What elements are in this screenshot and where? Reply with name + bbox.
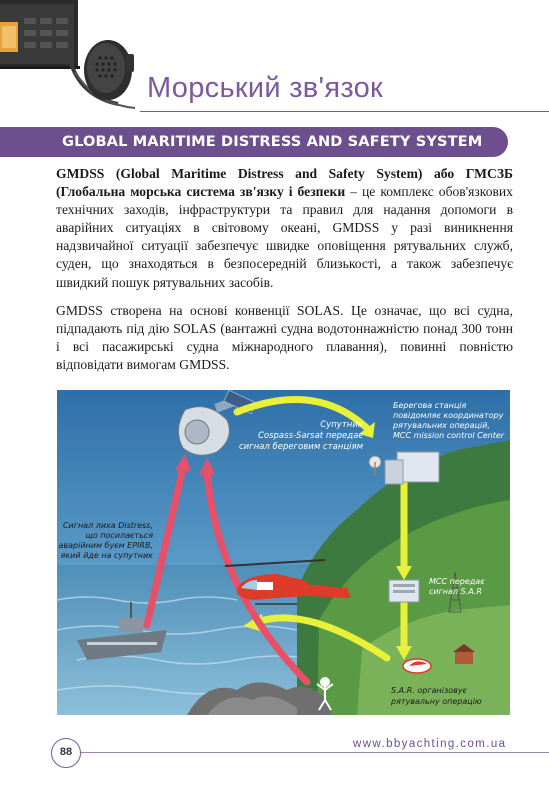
shore-station-caption-line: MCC mission control Center <box>393 431 505 440</box>
shore-station-caption-line: повідомляє координатору <box>393 411 504 420</box>
mcc-building-icon <box>389 580 419 602</box>
distress-caption-line: Сигнал лиха Distress, <box>62 521 153 530</box>
footer-divider <box>78 752 549 753</box>
solas-paragraph-text: GMDSS створена на основі конвенції SOLAS. Це означає, що всі судна, підпадають під дію SOLAS (вантажні судна водотоннажністю понад 300 тонн і всі пасажирські судна міжнародного плавання), повинні повністю відповідати вимогам GMDSS. <box>56 303 513 373</box>
shore-station-caption-line: рятувальних операцій, <box>393 421 490 430</box>
site-url: www.bbyachting.com.ua <box>353 738 507 750</box>
mcc-caption-line: сигнал S.A.R <box>429 587 482 596</box>
distress-caption <box>59 521 154 560</box>
shore-station-caption-line: Берегова станція <box>393 401 467 410</box>
distress-caption-line: що посилається <box>85 531 153 540</box>
intro-paragraph-bold: GMDSS (Global Maritime Distress and Safety System) або ГМСЗБ (Глобальна морська система зв'язку і безпеки <box>56 166 513 200</box>
vhf-radio-illustration <box>0 0 150 112</box>
gmdss-illustration <box>57 390 510 715</box>
distress-caption-line: аварійним буєм EPIRB, <box>58 541 153 550</box>
solas-paragraph <box>56 302 513 374</box>
small-helicopter-icon <box>403 659 431 673</box>
sar-caption-line: рятувальну операцію <box>391 697 482 706</box>
satellite-caption-line: Cospass-Sarsat передає <box>257 431 363 441</box>
sar-caption-line: S.A.R. організовує <box>391 686 467 695</box>
mcc-caption-line: MCC передає <box>429 577 485 586</box>
intro-paragraph <box>56 165 513 292</box>
intro-paragraph-text: – це комплекс обов'язкових технічних заходів, інфраструктури та правил для надання допомоги в аварійних ситуаціях в світовому океані, GMDSS у разі виникнення надзвичайної ситуації забезпечує швидке оповіщення рятувальних служб, суден, що знаходяться в безпосередній близькості, а також забезпечує швидкий пошук рятувальних засобів. <box>56 184 513 290</box>
satellite-caption-line: сигнал береговим станціям <box>238 442 363 452</box>
section-title: GLOBAL MARITIME DISTRESS AND SAFETY SYSTEM <box>62 133 483 150</box>
chapter-title: Морський зв'язок <box>147 72 384 104</box>
page-number: 88 <box>59 746 73 758</box>
title-divider <box>140 111 549 112</box>
mcc-caption <box>429 577 485 596</box>
distress-caption-line: який йде на супутник <box>60 551 153 560</box>
satellite-caption-line: Супутник <box>320 420 363 430</box>
